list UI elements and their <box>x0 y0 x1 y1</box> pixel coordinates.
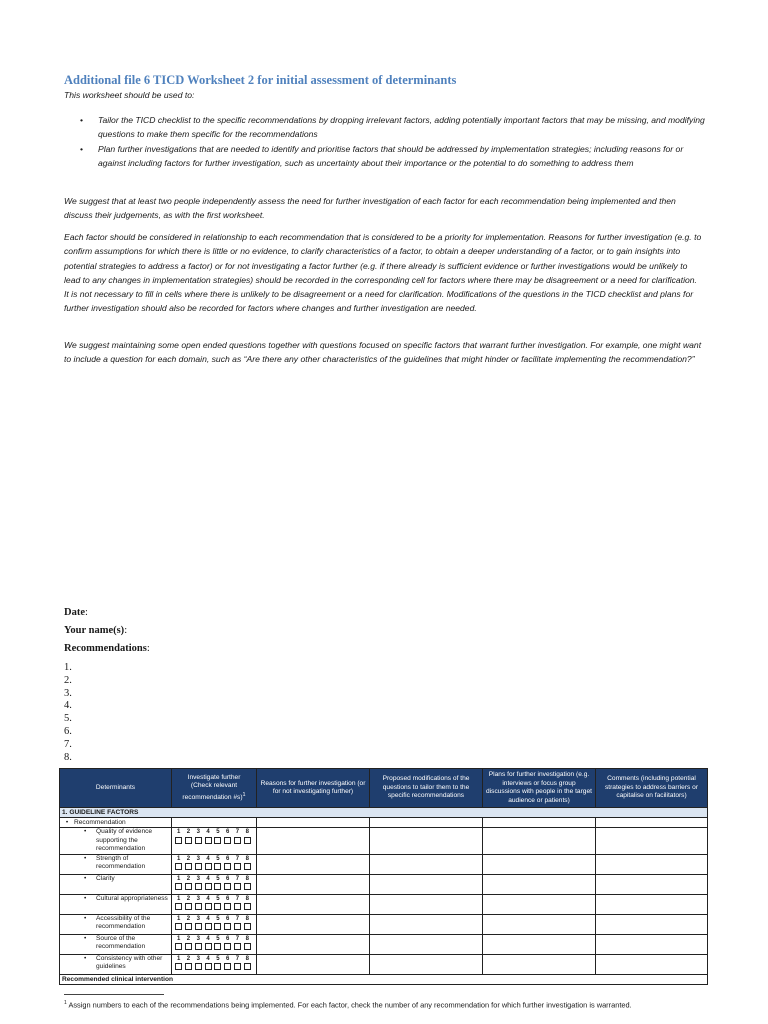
scale-number: 4 <box>206 895 210 902</box>
checkbox[interactable] <box>214 963 221 970</box>
checkbox[interactable] <box>224 903 231 910</box>
determinant-label: • Cultural appropriateness <box>60 894 172 914</box>
plans-cell[interactable] <box>483 854 596 874</box>
scale-number: 5 <box>216 875 220 882</box>
checkbox[interactable] <box>224 863 231 870</box>
checkbox[interactable] <box>214 883 221 890</box>
scale-number: 3 <box>196 935 200 942</box>
plans-cell[interactable] <box>483 828 596 855</box>
scale-number: 7 <box>235 875 240 882</box>
plans-cell[interactable] <box>483 954 596 974</box>
bullet-icon: • <box>84 854 87 862</box>
scale-number: 7 <box>235 855 240 862</box>
checkbox[interactable] <box>224 923 231 930</box>
table-row <box>60 894 708 914</box>
header-modifications: Proposed modifications of the questions to tailor them to the specific recommendations <box>370 769 483 808</box>
scale-number: 6 <box>225 855 230 862</box>
scale-number: 6 <box>225 829 230 835</box>
intro-text: This worksheet should be used to: <box>64 90 195 100</box>
table-row <box>60 828 708 855</box>
scale-number: 3 <box>196 895 200 902</box>
scale-number: 6 <box>225 895 230 902</box>
list-item[interactable]: 5. <box>64 713 72 725</box>
document-title: Additional file 6 TICD Worksheet 2 for initial assessment of determinants <box>64 73 457 87</box>
determinant-label: • Clarity <box>60 874 172 894</box>
checkbox[interactable] <box>195 863 202 870</box>
checkbox[interactable] <box>244 837 251 844</box>
reasons-cell[interactable] <box>257 914 370 934</box>
checkbox[interactable] <box>244 963 251 970</box>
list-item: • Tailor the TICD checklist to the specific recommendations by dropping irrelevant factors, adding potentially important factors that may be missing, and modifying questions to make them specific for the recommendations <box>80 115 705 139</box>
scale-number: 7 <box>235 895 240 902</box>
checkbox[interactable] <box>195 963 202 970</box>
checkbox[interactable] <box>234 837 241 844</box>
header-determinants: Determinants <box>60 769 172 808</box>
checkbox[interactable] <box>214 903 221 910</box>
plans-cell[interactable] <box>483 914 596 934</box>
scale-number: 8 <box>245 829 249 835</box>
scale-number: 4 <box>206 955 210 962</box>
scale-number: 6 <box>225 915 230 922</box>
list-item[interactable]: 4. <box>64 700 72 712</box>
checkbox[interactable] <box>185 863 192 870</box>
scale-number: 1 <box>177 935 181 942</box>
bullet-icon: • <box>84 954 87 962</box>
reasons-cell[interactable] <box>257 894 370 914</box>
comments-cell[interactable] <box>596 874 708 894</box>
recommendation-checkboxes <box>172 914 257 934</box>
reasons-cell[interactable] <box>257 954 370 974</box>
footnote-divider <box>64 994 164 995</box>
bullet-icon: • <box>84 894 87 902</box>
reasons-cell[interactable] <box>257 934 370 954</box>
checkbox[interactable] <box>195 837 202 844</box>
checkbox[interactable] <box>214 863 221 870</box>
plans-cell[interactable] <box>483 934 596 954</box>
scale-number: 8 <box>245 955 249 962</box>
scale-number: 4 <box>206 855 210 862</box>
list-item[interactable]: 2. <box>64 674 72 686</box>
footnote: $^1$ Assign numbers to each of the recommendations being implemented. For each factor, check the number of any recommendation for which further investigation is warranted. <box>64 1000 632 1010</box>
scale-number: 2 <box>186 875 191 882</box>
modifications-cell[interactable] <box>370 914 483 934</box>
list-item[interactable]: 8. <box>64 751 72 763</box>
section-guideline-factors: 1. GUIDELINE FACTORS <box>60 808 708 818</box>
checkbox[interactable] <box>175 883 182 890</box>
checkbox[interactable] <box>234 923 241 930</box>
checkbox[interactable] <box>224 837 231 844</box>
determinant-label: • Quality of evidence supporting the recommendation <box>60 828 172 855</box>
bullet-icon: • <box>80 115 84 125</box>
table-row <box>60 914 708 934</box>
checkbox[interactable] <box>214 837 221 844</box>
comments-cell[interactable] <box>596 894 708 914</box>
scale-number: 2 <box>186 955 191 962</box>
scale-number: 8 <box>245 855 249 862</box>
comments-cell[interactable] <box>596 828 708 855</box>
checkbox[interactable] <box>205 903 212 910</box>
scale-number: 2 <box>186 855 191 862</box>
checkbox[interactable] <box>185 943 192 950</box>
scale-number: 1 <box>177 855 181 862</box>
bullet-icon: • <box>80 144 84 154</box>
scale-number: 1 <box>177 955 181 962</box>
scale-number: 4 <box>206 935 210 942</box>
scale-number: 6 <box>225 875 230 882</box>
scale-number: 6 <box>225 935 230 942</box>
checkbox[interactable] <box>234 963 241 970</box>
modifications-cell[interactable] <box>370 954 483 974</box>
header-comments: Comments (including potential strategies to address barriers or capitalise on facilitators) <box>596 769 708 808</box>
list-item[interactable]: 7. <box>64 738 72 750</box>
scale-number: 1 <box>177 875 181 882</box>
section-clinical-intervention: Recommended clinical intervention <box>60 974 708 984</box>
scale-number: 3 <box>196 915 200 922</box>
recommendation-number-list <box>64 662 72 764</box>
scale-number: 2 <box>186 935 191 942</box>
modifications-cell[interactable] <box>370 874 483 894</box>
list-item[interactable]: 1. <box>64 662 72 673</box>
header-plans: Plans for further investigation (e.g. interviews or focus group discussions with people in the target audience or patients) <box>483 769 596 808</box>
scale-number: 8 <box>245 935 249 942</box>
recommendation-checkboxes <box>172 934 257 954</box>
scale-number: 7 <box>235 915 240 922</box>
comments-cell[interactable] <box>596 914 708 934</box>
determinants-table <box>59 768 708 985</box>
checkbox[interactable] <box>175 837 182 844</box>
checkbox[interactable] <box>195 923 202 930</box>
checkbox[interactable] <box>205 943 212 950</box>
scale-number: 5 <box>216 895 220 902</box>
checkbox[interactable] <box>244 923 251 930</box>
table-row <box>60 874 708 894</box>
determinant-label: • Accessibility of the recommendation <box>60 914 172 934</box>
scale-number: 7 <box>235 955 240 962</box>
checkbox[interactable] <box>244 863 251 870</box>
checkbox[interactable] <box>175 923 182 930</box>
checkbox[interactable] <box>175 903 182 910</box>
determinant-label: • Source of the recommendation <box>60 934 172 954</box>
recommendation-checkboxes <box>172 874 257 894</box>
comments-cell[interactable] <box>596 934 708 954</box>
scale-number: 5 <box>216 935 220 942</box>
scale-number: 4 <box>206 829 210 835</box>
scale-number: 5 <box>216 855 220 862</box>
bullet-icon: • <box>84 828 87 835</box>
list-item[interactable]: 3. <box>64 687 72 699</box>
table-row <box>60 854 708 874</box>
checkbox[interactable] <box>195 883 202 890</box>
date-field[interactable]: Date: <box>64 607 88 618</box>
scale-number: 2 <box>186 915 191 922</box>
bullet-icon: • <box>65 819 69 826</box>
checkbox[interactable] <box>234 863 241 870</box>
checkbox[interactable] <box>175 943 182 950</box>
checkbox[interactable] <box>185 963 192 970</box>
scale-number: 8 <box>245 895 249 902</box>
modifications-cell[interactable] <box>370 894 483 914</box>
recommendations-heading: Recommendations: <box>64 643 150 654</box>
comments-cell[interactable] <box>596 854 708 874</box>
comments-cell[interactable] <box>596 954 708 974</box>
modifications-cell[interactable] <box>370 828 483 855</box>
header-reasons: Reasons for further investigation (or for not investigating further) <box>257 769 370 808</box>
modifications-cell[interactable] <box>370 854 483 874</box>
purpose-list <box>80 113 710 171</box>
paragraph-assessment: We suggest that at least two people independently assess the need for further investigation of each factor for each recommendation being implemented and then discuss their judgements, as with the first worksheet. <box>64 196 676 221</box>
plans-cell[interactable] <box>483 874 596 894</box>
checkbox[interactable] <box>244 903 251 910</box>
table-row <box>60 934 708 954</box>
table-row <box>60 954 708 974</box>
scale-number: 2 <box>186 829 191 835</box>
scale-number: 1 <box>177 829 181 835</box>
recommendation-checkboxes <box>172 854 257 874</box>
scale-number: 5 <box>216 955 220 962</box>
checkbox[interactable] <box>234 883 241 890</box>
scale-number: 3 <box>196 855 200 862</box>
scale-number: 1 <box>177 915 181 922</box>
checkbox[interactable] <box>205 837 212 844</box>
paragraph-factors: Each factor should be considered in relationship to each recommendation that is considered to be a priority for implementation. Reasons for further investigation (e.g. to confirm assumptions for which there is little or no evidence, to clarify characteristics of a factor, to obtain a deeper understanding of a factor, or to gain insights into potential strategies to address a factor) or for not investigating a factor further (e.g. if there already is sufficient evidence or further investigations would be unlikely to lead to any changes in implementation strategies) should be recorded in the corresponding cell for factors where there may be disagreement or a need for clarification. It is not necessary to fill in cells where there is unlikely to be disagreement or a need for clarification. Modifications of the questions in the TICD checklist and plans for further investigation should also be recorded for factors where changes and further investigation are needed. <box>64 232 702 314</box>
checkbox[interactable] <box>205 963 212 970</box>
reasons-cell[interactable] <box>257 874 370 894</box>
checkbox[interactable] <box>214 943 221 950</box>
checkbox[interactable] <box>234 943 241 950</box>
determinant-label: • Consistency with other guidelines <box>60 954 172 974</box>
checkbox[interactable] <box>195 943 202 950</box>
checkbox[interactable] <box>244 883 251 890</box>
scale-number: 7 <box>235 935 240 942</box>
scale-number: 1 <box>177 895 181 902</box>
list-item: • Plan further investigations that are needed to identify and prioritise factors that should be addressed by implementation strategies; including reasons for or against including factors for further investigation, such as uncertainty about their importance or the potential to do something to address them <box>80 144 684 168</box>
scale-number: 5 <box>216 915 220 922</box>
scale-number: 2 <box>186 895 191 902</box>
recommendation-checkboxes <box>172 894 257 914</box>
bullet-icon: • <box>84 934 87 942</box>
checkbox[interactable] <box>214 923 221 930</box>
modifications-cell[interactable] <box>370 934 483 954</box>
recommendation-checkboxes <box>172 954 257 974</box>
reasons-cell[interactable] <box>257 828 370 855</box>
name-field[interactable]: Your name(s): <box>64 625 128 636</box>
bullet-icon: • <box>84 914 87 922</box>
checkbox[interactable] <box>205 883 212 890</box>
paragraph-questions: We suggest maintaining some open ended questions together with questions focused on specific factors that warrant further investigation. For example, one might want to include a question for each domain, such as “Are there any other characteristics of the guidelines that might hinder or facilitate implementing the recommendation?” <box>64 340 702 365</box>
scale-number: 5 <box>216 829 220 835</box>
recommendation-checkboxes <box>172 828 257 855</box>
scale-number: 3 <box>196 875 200 882</box>
checkbox[interactable] <box>224 963 231 970</box>
checkbox[interactable] <box>185 903 192 910</box>
checkbox[interactable] <box>234 903 241 910</box>
checkbox[interactable] <box>185 883 192 890</box>
checkbox[interactable] <box>224 883 231 890</box>
scale-number: 8 <box>245 915 249 922</box>
checkbox[interactable] <box>195 903 202 910</box>
checkbox[interactable] <box>205 923 212 930</box>
scale-number: 8 <box>245 875 249 882</box>
checkbox[interactable] <box>185 837 192 844</box>
header-investigate: Investigate further (Check relevant recommendation #s)$^1$ <box>172 769 257 808</box>
reasons-cell[interactable] <box>257 854 370 874</box>
checkbox[interactable] <box>244 943 251 950</box>
determinant-label: • Strength of recommendation <box>60 854 172 874</box>
checkbox[interactable] <box>224 943 231 950</box>
list-item[interactable]: 6. <box>64 725 72 737</box>
plans-cell[interactable] <box>483 894 596 914</box>
scale-number: 4 <box>206 915 210 922</box>
checkbox[interactable] <box>175 963 182 970</box>
checkbox[interactable] <box>175 863 182 870</box>
subsection-recommendation: • Recommendation <box>60 818 172 828</box>
scale-number: 3 <box>196 955 200 962</box>
scale-number: 6 <box>225 955 230 962</box>
scale-number: 4 <box>206 875 210 882</box>
bullet-icon: • <box>84 874 87 882</box>
scale-number: 3 <box>196 829 200 835</box>
checkbox[interactable] <box>185 923 192 930</box>
scale-number: 7 <box>235 829 240 835</box>
checkbox[interactable] <box>205 863 212 870</box>
